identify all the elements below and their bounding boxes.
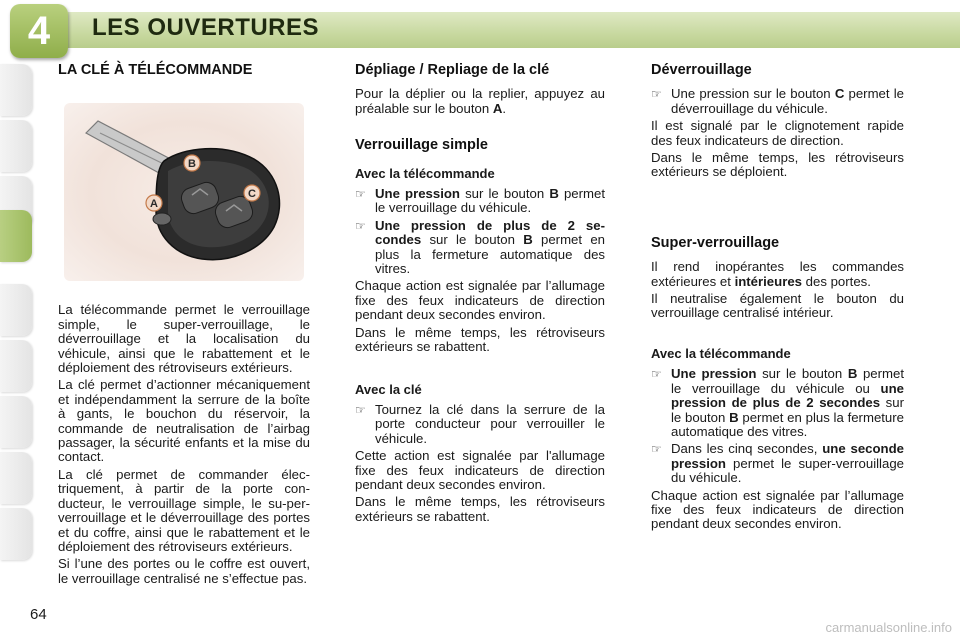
- marker-b-label: B: [188, 158, 196, 171]
- key-button-a: [153, 213, 171, 225]
- text: sur le bouton: [459, 186, 550, 202]
- section-title-super-locking: Super-verrouillage: [651, 234, 780, 251]
- paragraph: Dans le même temps, les rétroviseurs extérieurs se rabattent.: [355, 324, 605, 355]
- chapter-tab-4-active[interactable]: [0, 210, 32, 262]
- page-number: 64: [30, 606, 47, 623]
- text-bold: Une pression: [671, 366, 757, 382]
- text: Dans les cinq secondes,: [671, 441, 823, 457]
- paragraph: Cette action est signalée par l'allumage fixe des feux indicateurs de direction pendant deux secondes environ.: [355, 448, 605, 492]
- list-item: [355, 219, 605, 277]
- text-bold: intérieures: [734, 273, 802, 289]
- paragraph: Il neutralise également le bouton du verrouillage centralisé intérieur.: [651, 291, 904, 321]
- page-title: LES OUVERTURES: [92, 14, 320, 41]
- list-item: [651, 87, 904, 116]
- button-ref: B: [729, 409, 739, 425]
- list-item: [651, 367, 904, 439]
- paragraph: Si l’une des portes ou le coffre est ouvert, le verrouillage centralisé ne s’effectue pas.: [58, 556, 310, 586]
- text: permet le déverrouillage du véhicule.: [671, 86, 904, 116]
- text: .: [502, 100, 507, 116]
- text: permet en plus la fermeture automatique des vitres.: [671, 409, 904, 439]
- text: des portes.: [802, 273, 871, 289]
- text: sur le bouton: [756, 366, 848, 382]
- paragraph: [651, 260, 904, 289]
- list-item: [355, 187, 605, 216]
- text: permet en plus la fermeture automatique des vitres.: [375, 232, 605, 277]
- column-locking: [355, 58, 605, 527]
- list-item-text: [671, 87, 904, 116]
- pointing-hand-icon: ☞: [355, 402, 366, 417]
- list-item: [355, 403, 605, 446]
- chapter-tab-2[interactable]: [0, 120, 32, 172]
- list-item-text: [375, 187, 605, 216]
- button-ref: B: [523, 232, 533, 248]
- paragraph: La clé permet d’actionner mécaniquement et indépendamment la serrure de la boîte à gants, le bouchon du réservoir, la commande de neutralisation de l’airbag passager, la sécurité enfants et la mise du contact.: [58, 377, 310, 465]
- text: Pour la déplier ou la replier, appuyez au préalable sur le bouton: [355, 86, 605, 116]
- button-ref: C: [834, 86, 845, 102]
- text: permet le super-verrouillage du véhicule.: [671, 455, 904, 486]
- column-remote-key: [58, 58, 310, 589]
- pointing-hand-icon: ☞: [651, 442, 662, 457]
- paragraph: La clé permet de commander élec-triquement, à partir de la porte con-ducteur, le verrouillage simple, le su-per-verrouillage et le déverrouillage des portes et du coffre, ainsi que le rabattement et le déploiement des rétroviseurs extérieurs.: [58, 466, 310, 554]
- pointing-hand-icon: ☞: [355, 187, 366, 202]
- text: permet le verrouillage du véhicule.: [375, 186, 605, 216]
- text: sur le bouton: [421, 232, 524, 248]
- list-item-text: [671, 442, 904, 485]
- pointing-hand-icon: ☞: [355, 218, 366, 233]
- chapter-tab-5[interactable]: [0, 284, 32, 336]
- button-ref: A: [492, 100, 503, 116]
- section-title-remote-key: LA CLÉ À TÉLÉCOMMANDE: [58, 62, 253, 78]
- key-drawing: [64, 103, 304, 281]
- chapter-tabs: [0, 64, 34, 584]
- section-title-fold-key: Dépliage / Repliage de la clé: [355, 62, 550, 78]
- text: permet le verrouillage du véhicule ou: [671, 366, 904, 396]
- paragraph: Dans le même temps, les rétroviseurs extérieurs se rabattent.: [355, 494, 605, 524]
- button-ref: B: [549, 186, 559, 202]
- text-bold: une pression de plus de 2 secondes: [671, 380, 904, 411]
- pointing-hand-icon: ☞: [651, 87, 662, 102]
- chapter-tab-8[interactable]: [0, 452, 32, 504]
- text: Une pression sur le bouton: [671, 86, 835, 102]
- button-ref: B: [847, 366, 858, 382]
- text-bold: Une pression de plus de 2 se-condes: [375, 217, 605, 248]
- chapter-badge: 4: [10, 4, 68, 58]
- list-item-text: [375, 219, 605, 277]
- list-item-text: [671, 367, 904, 439]
- list-item-text: Tournez la clé dans la serrure de la porte conducteur pour verrouiller le véhicule.: [375, 401, 605, 446]
- watermark: carmanualsonline.info: [825, 620, 952, 635]
- paragraph: La télécommande permet le verrouillage simple, le super-verrouillage, le déverrouillage et la localisation du véhicule, ainsi que le rabattement et le déploiement des rétroviseurs extérieurs.: [58, 302, 310, 376]
- text: Il rend inopérantes les commandes extérieures et: [651, 259, 904, 289]
- paragraph: [355, 87, 605, 116]
- paragraph: Il est signalé par le clignotement rapide des feux indicateurs de direction.: [651, 118, 904, 148]
- chapter-tab-9[interactable]: [0, 508, 32, 560]
- paragraph: Chaque action est signalée par l’allumage fixe des feux indicateurs de direction pendant deux secondes environ.: [355, 278, 605, 323]
- remote-key-illustration: [64, 103, 304, 281]
- text: sur le bouton: [671, 395, 904, 425]
- subheading-remote: Avec la télécommande: [651, 345, 791, 361]
- paragraph: Dans le même temps, les rétroviseurs extérieurs se déploient.: [651, 150, 904, 180]
- text-bold: Une pression: [375, 186, 460, 202]
- subheading-remote: Avec la télécommande: [355, 165, 495, 181]
- chapter-tab-7[interactable]: [0, 396, 32, 448]
- chapter-tab-1[interactable]: [0, 64, 32, 116]
- section-title-unlocking: Déverrouillage: [651, 62, 752, 78]
- chapter-tab-6[interactable]: [0, 340, 32, 392]
- column-unlocking: [651, 58, 904, 535]
- page-header: [0, 0, 960, 64]
- text-bold: une seconde pression: [671, 441, 904, 471]
- paragraph: Chaque action est signalée par l’allumage fixe des feux indicateurs de direction pendant deux secondes environ.: [651, 487, 904, 532]
- marker-a-label: A: [150, 198, 158, 211]
- section-title-simple-locking: Verrouillage simple: [355, 137, 488, 154]
- list-item: [651, 442, 904, 485]
- subheading-key: Avec la clé: [355, 381, 422, 397]
- pointing-hand-icon: ☞: [651, 367, 662, 382]
- marker-c-label: C: [248, 188, 256, 201]
